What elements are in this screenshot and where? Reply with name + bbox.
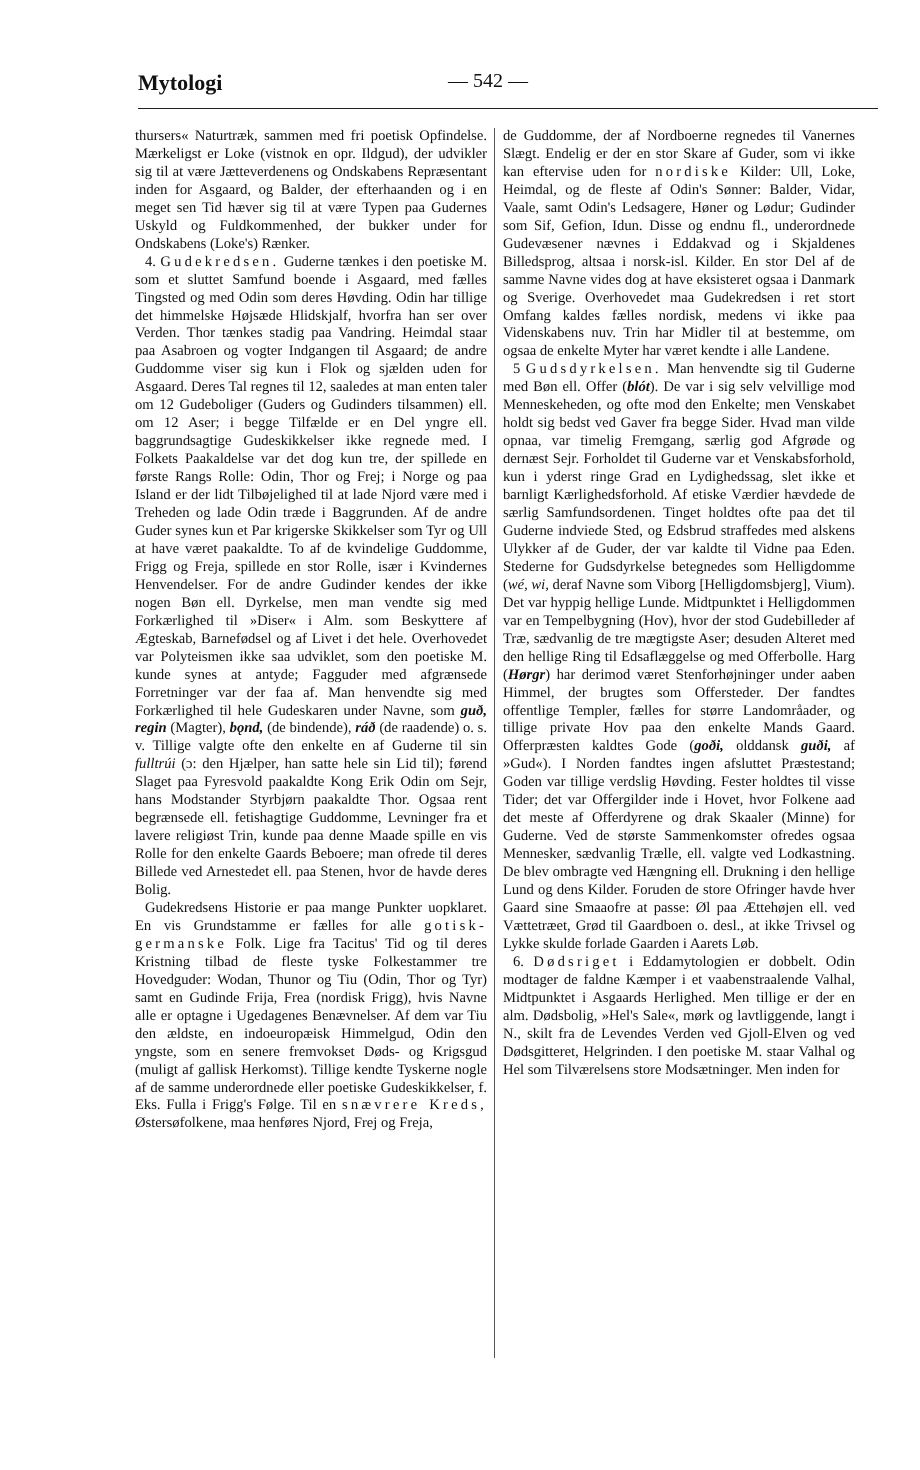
right-column — [503, 128, 855, 1080]
text: af »Gud«). I Norden fandtes ingen afsluttet Præstestand; Goden var tillige verdslig Høvding. Fester holdtes til visse Tider; det var Offergilder inde i Hovet, hvor Folkene aad det meste af Offerdyrene og drak Skaaler (Minne) for Guderne. Ved de største Sammenkomster ofredes ogsaa Mennesker, sædvanlig Trælle, ell. valgte ved Lodkastning. De blev ombragte ved Hængning ell. Drukning i den hellige Lund og dens Kilder. Foruden de store Ofringer havde hver Gaard sine Smaaofre at passe: Øl paa Ættehøjen ell. ved Vættetræet, Grød til Gaardboen o. desl., at ikke Trivsel og Lykke skulde forlade Gaarden i Aarets Løb. — [503, 738, 855, 952]
term: guð, regin — [135, 702, 487, 737]
paragraph-gudekredsen — [135, 254, 487, 900]
spaced-term: snævrere Kreds, — [342, 1097, 487, 1114]
column-divider — [494, 128, 495, 1358]
term: guði, — [801, 738, 832, 755]
text: olddansk — [736, 738, 789, 755]
section-number: 6. — [513, 953, 524, 970]
page-title: Mytologi — [138, 70, 223, 95]
term: Hørgr — [507, 666, 546, 683]
header-rule — [138, 108, 878, 109]
term: blót — [627, 379, 650, 396]
section-number: 4. — [145, 253, 156, 270]
paragraph-gudsdyrkelsen — [503, 361, 855, 953]
paragraph — [503, 128, 855, 361]
paragraph — [135, 128, 487, 254]
page-number: — 542 — — [448, 70, 528, 92]
text: Folk. Lige fra Tacitus' Tid og til deres Kristning tilbad de fleste tyske Folkestammer tre Hovedguder: Wodan, Thunor og Tiu (Odin, Thor og Tyr) samt en Gudinde Frija, Frea (nordisk Frigg), hvis Navne alle er optagne i Ugedagenes Benævnelser. Af dem var Tiu den ældste, en indoeuropæisk Himmelgud, Odin den yngste, som en senere fremvokset Døds- og Krigsgud (muligt af gallisk Herkomst). Tillige kendte Tyskerne nogle af de samme underordnede eller poetiske Gudeskikkelser, f. Eks. Fulla i Frigg's Følge. Til en — [135, 935, 488, 1114]
text: (ɔ: den Hjælper, han satte hele sin Lid til); førend Slaget paa Fyresvold paakaldte Kong Erik Odin om Sejr, hans Modstander Styrbjørn paakaldte Thor. Ogsaa rent begrænsede ell. fetishagtige Guddomme, Levninger fra et lavere religiøst Trin, kunde paa denne Maade spille en vis Rolle for den enkelte Gaards Beboere; man ofrede til deres Billede ved Arnestedet ell. paa Stenen, hvor de havde deres Bolig. — [135, 756, 487, 899]
running-header — [138, 70, 878, 102]
text: (de raadende) o. s. v. Tillige valgte ofte den enkelte en af Guderne til sin — [135, 720, 488, 755]
term: goði, — [694, 738, 724, 755]
text: de Guddomme, der af Nordboerne regnedes til Vanernes Slægt. Endelig er der en stor Skare af Guder, som vi ikke kan eftervise uden for — [503, 128, 855, 180]
term: ráð — [355, 720, 376, 737]
text: i Eddamytologien er dobbelt. Odin modtager de faldne Kæmper i et vaabenstraalende Valhal, Midtpunktet i Asgaards Herlighed. Men tillige er der en alm. Dødsbolig, »Hel's Sale«, mørk og lavtliggende, langt i N., skilt fra de Levendes Verden ved Gjoll-Elven og ved Dødsgitteret, Helgrinden. I den poetiske M. staar Valhal og Hel som Tilværelsens store Modsætninger. Men inden for — [503, 953, 855, 1078]
section-heading: Gudsdyrkelsen. — [525, 361, 662, 378]
text: Kilder: Ull, Loke, Heimdal, og de fleste af Odin's Sønner: Balder, Vidar, Vaale, samt Odin's Ledsagere, Høner og Lødur; Gudinder som Sif, Gefion, Idun. Disse og endnu fl., underordnede Gudevæsener nævnes i Eddakvad og i Skjaldenes Billedsprog, altsaa i norsk-isl. Kilder. En stor Del af de samme Navne vides dog at have eksisteret ogsaa i Danmark og Sverige. Overhovedet maa Gudekredsen i ret stort Omfang kaldes fælles nordisk, medens vi ikke paa Videnskabens nuv. Trin har Midler til at bestemme, om ogsaa de enkelte Myter har været kendte i alle Landene. — [503, 163, 855, 360]
paragraph-dodsriget — [503, 954, 855, 1080]
section-heading: Gudekredsen. — [160, 253, 280, 270]
spaced-term: nordiske — [655, 163, 732, 180]
section-number: 5 — [513, 361, 521, 378]
text: (de bindende), — [267, 720, 352, 737]
paragraph-history — [135, 900, 487, 1133]
text: Man henvendte sig til Guderne med Bøn ell. Offer ( — [503, 361, 855, 396]
section-heading: Dødsriget — [533, 953, 620, 970]
text: Gudekredsens Historie er paa mange Punkter uopklaret. En vis Grundstamme er fælles for alle — [135, 899, 487, 934]
text: deraf Navne som Viborg [Helligdomsbjerg], Vium). Det var hyppig hellige Lunde. Midtpunktet i Helligdommen var en Tempelbygning (Hov), hvor der stod Gudebilleder af Træ, sædvanlig de tre mægtigste Aser; desuden Alteret med den hellige Ring til Edsaflæggelse og med Offerbolle. Harg ( — [503, 576, 855, 683]
text: thursers« Naturtræk, sammen med fri poetisk Opfindelse. Mærkeligst er Loke (vistnok en opr. Ildgud), der udvikler sig til at være Jætteverdenens og Ondskabens Repræsentant inden for Asgaard, og Balder, der efterhaanden og i en meget sen Tid hæver sig til at være Typen paa Gudernes Uskyld og Fuldkommenhed, der bukker under for Ondskabens (Loke's) Rænker. — [135, 128, 487, 252]
text: (Magter), — [170, 720, 226, 737]
text: ). De var i sig selv velvillige mod Menneskeheden, og ofte mod den Enkelte; men Venskabet holdt sig bedst ved Gaver fra begge Sider. Hvad man vilde opnaa, var timelig Fremgang, særlig god Afgrøde og dernæst Sejr. Forholdet til Guderne var et Venskabsforhold, kun i yderst ringe Grad en Lydighedssag, slet ikke et barnligt Kærlighedsforhold. Af etiske Værdier hævdede de særlig Samfundsordenen. Tinget holdtes ofte paa det til Guderne indviede Sted, og Edsbrud straffedes med alskens Ulykker af de Guder, der var kaldte til Vidne paa Eden. Stederne for Gudsdyrkelse betegnedes som Helligdomme ( — [503, 379, 855, 593]
term: bǫnd, — [229, 720, 264, 737]
text: Østersøfolkene, maa henføres Njord, Frej og Freja, — [135, 1115, 433, 1132]
spaced-term: gotisk-germanske — [135, 917, 488, 952]
term: fulltrúi — [135, 756, 176, 773]
text: ) har derimod været Stenforhøjninger under aaben Himmel, der brugtes som Offersteder. Der fandtes offentlige Templer, fælles for større Landområader, og tillige private Hov paa den enkelte Mands Gaard. Offerpræsten kaldtes Gode ( — [503, 666, 855, 755]
text: Guderne tænkes i den poetiske M. som et sluttet Samfund boende i Asgaard, med fælles Tingsted og med Odin som deres Høvding. Odin har tillige det himmelske Højsæde Hlidskjalf, hvorfra han ser over Verden. Thor tænkes stadig paa Vandring. Heimdal staar paa Asabroen og vogter Indgangen til Asgaard; de andre Guddomme viser sig kun i Flok og sjælden uden for Asgaard. Deres Tal regnes til 12, saaledes at man enten taler om 12 Gudeboliger (Guders og Gudinders tilsammen) ell. om 12 Aser; i begge Tilfælde er en Del yngre ell. baggrundsagtige Gudeskikkelser ikke regnede med. I Folkets Paakaldelse var det dog kun tre, der spillede en første Rangs Rolle: Odin, Thor og Frej; i Norge og paa Island er der lidt Tilbøjelighed til at lade Njord være med i Treheden og lade Odin træde i Baggrunden. Af de andre Guder synes kun et Par krigerske Skikkelser som Tyr og Ull at have været paakaldte. To af de kvindelige Guddomme, Frigg og Freja, spillede en stor Rolle, især i Kvindernes Henvendelser. For de andre Gudinder kendes der ikke nogen Bøn ell. Dyrkelse, men man vendte sig med Forkærlighed til »Diser« i Alm. som Beskyttere af Ægteskab, Barnefødsel og af Livet i det hele. Overhovedet var Polyteismen ikke saa udviklet, som den poetiske M. kunde synes at antyde; Fagguder med afgrænsede Forretninger var der faa af. Man henvendte sig med Forkærlighed til hele Gudeskaren under Navne, som — [135, 253, 487, 719]
term: wé, wi, — [507, 576, 549, 593]
left-column — [135, 128, 487, 1133]
